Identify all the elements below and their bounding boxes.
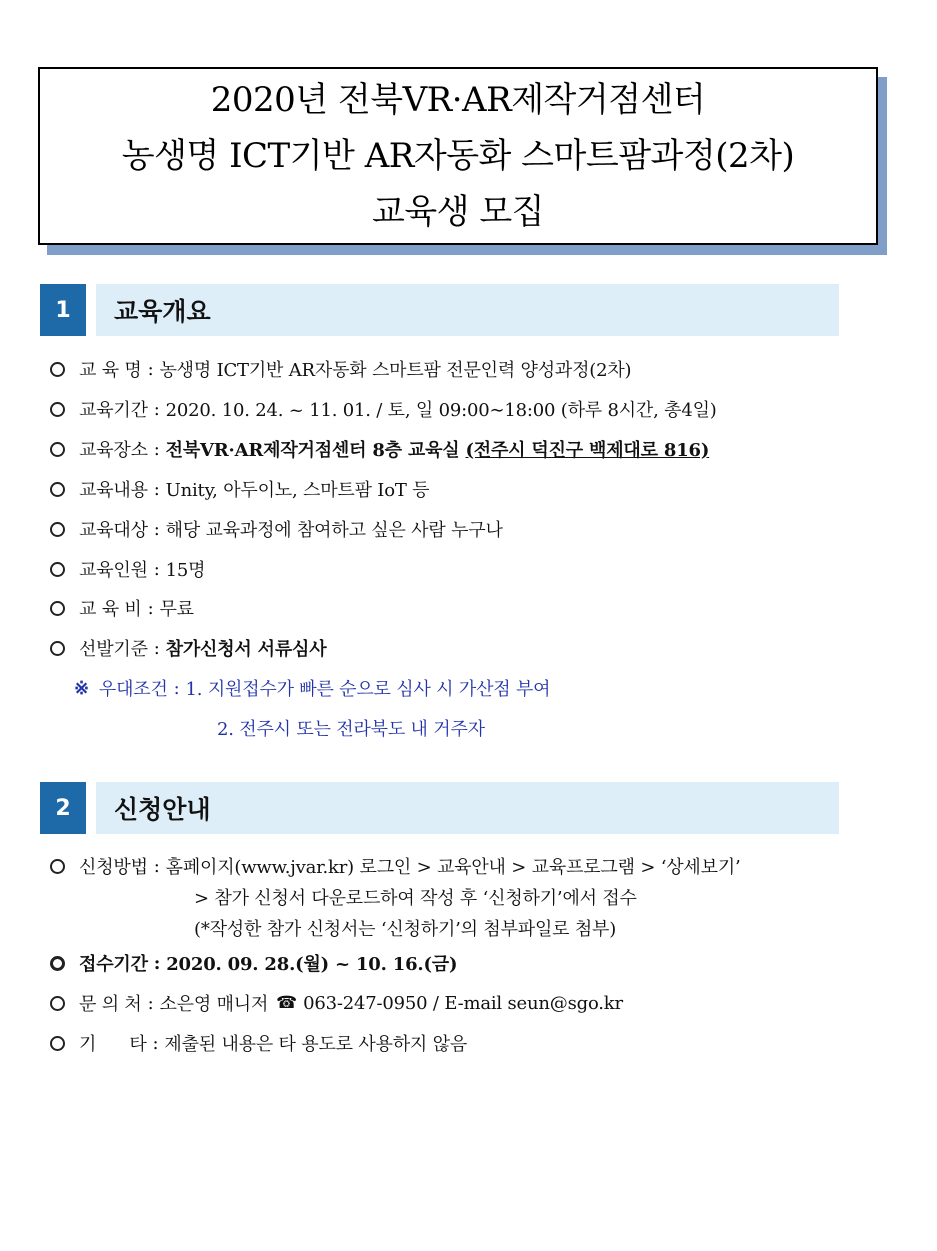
- list-item: 교육장소 : 전북VR·AR제작거점센터 8층 교육실 (전주시 덕진구 백제대로 816): [50, 435, 709, 463]
- circle-bullet-icon: [50, 402, 65, 417]
- item-label: 교육인원: [79, 560, 148, 581]
- list-item: 교육내용 : Unity, 아두이노, 스마트팜 IoT 등: [50, 475, 429, 503]
- note-line-2: 2. 전주시 또는 전라북도 내 거주자: [217, 719, 485, 740]
- title-line-2: 농생명 ICT기반 AR자동화 스마트팜과정(2차): [121, 136, 795, 176]
- item-label: 신청방법: [79, 857, 148, 878]
- section-1-number: 1: [40, 284, 86, 336]
- item-value: 전북VR·AR제작거점센터 8층 교육실: [165, 440, 460, 461]
- item-label: 문 의 처: [79, 994, 142, 1015]
- section-1-title: 교육개요: [114, 297, 211, 326]
- item-value: 해당 교육과정에 참여하고 싶은 사람 누구나: [165, 520, 503, 541]
- preference-note-2: [217, 714, 485, 742]
- circle-bullet-icon: [50, 1036, 65, 1051]
- list-item: 교 육 비 : 무료: [50, 594, 194, 622]
- section-2-header: [40, 782, 840, 834]
- circle-bullet-icon: [50, 996, 65, 1011]
- item-label: 접수기간: [79, 954, 148, 975]
- circle-bullet-icon: [50, 859, 65, 874]
- item-label: 교육대상: [79, 520, 148, 541]
- circle-bullet-icon: [50, 442, 65, 457]
- note-line-1: 1. 지원접수가 빠른 순으로 심사 시 가산점 부여: [185, 679, 551, 700]
- item-label: 선발기준: [79, 639, 148, 660]
- item-value: 농생명 ICT기반 AR자동화 스마트팜 전문인력 양성과정(2차): [159, 360, 632, 381]
- section-2-title: 신청안내: [114, 795, 211, 824]
- apply-line-1: 홈페이지(www.jvar.kr) 로그인 > 교육안내 > 교육프로그램 > ‘상세보기’: [165, 857, 741, 878]
- contact-phone: 063-247-0950 / E-mail seun@sgo.kr: [303, 992, 623, 1014]
- reference-mark-icon: ※: [74, 677, 89, 699]
- item-value: 2020. 10. 24. ~ 11. 01. / 토, 일 09:00∼18:00 (하루 8시간, 총4일): [165, 400, 717, 421]
- item-label: 교육장소: [79, 440, 148, 461]
- title-line-3: 교육생 모집: [371, 192, 545, 232]
- note-label: 우대조건: [98, 679, 168, 700]
- circle-bullet-icon: [50, 522, 65, 537]
- period-value: 2020. 09. 28.(월) ~ 10. 16.(금): [166, 954, 458, 975]
- list-item: 교 육 명 : 농생명 ICT기반 AR자동화 스마트팜 전문인력 양성과정(2차): [50, 355, 631, 383]
- title-box: [38, 67, 878, 245]
- list-item: 문 의 처 : 소은영 매니저 ☎ 063-247-0950 / E-mail seun@sgo.kr: [50, 989, 623, 1017]
- circle-bullet-icon: [50, 482, 65, 497]
- item-label: 교육기간: [79, 400, 148, 421]
- circle-bullet-icon: [50, 362, 65, 377]
- circle-bullet-icon: [50, 956, 65, 971]
- list-item: 선발기준 : 참가신청서 서류심사: [50, 634, 326, 662]
- contact-name: 소은영 매니저: [159, 994, 269, 1015]
- apply-line-3-row: [194, 914, 616, 942]
- etc-value: 제출된 내용은 타 용도로 사용하지 않음: [164, 1034, 468, 1055]
- address-value: (전주시 덕진구 백제대로 816): [465, 440, 710, 461]
- list-item: 접수기간 : 2020. 09. 28.(월) ~ 10. 16.(금): [50, 949, 457, 977]
- list-item: 교육인원 : 15명: [50, 555, 205, 583]
- circle-bullet-icon: [50, 601, 65, 616]
- list-item: 교육대상 : 해당 교육과정에 참여하고 싶은 사람 누구나: [50, 515, 503, 543]
- list-item: 교육기간 : 2020. 10. 24. ~ 11. 01. / 토, 일 09:00∼18:00 (하루 8시간, 총4일): [50, 395, 717, 423]
- apply-line-2: > 참가 신청서 다운로드하여 작성 후 ‘신청하기’에서 접수: [194, 888, 637, 909]
- circle-bullet-icon: [50, 641, 65, 656]
- item-value: 15명: [165, 560, 206, 581]
- item-value: 참가신청서 서류심사: [165, 639, 327, 660]
- section-1-bar: [96, 284, 839, 336]
- list-item: 기 타 : 제출된 내용은 타 용도로 사용하지 않음: [50, 1029, 467, 1057]
- section-2-bar: [96, 782, 839, 834]
- item-label: 교육내용: [79, 480, 148, 501]
- item-value: Unity, 아두이노, 스마트팜 IoT 등: [165, 480, 430, 501]
- item-label: 기 타: [79, 1034, 147, 1055]
- apply-line-3: (*작성한 참가 신청서는 ‘신청하기’의 첨부파일로 첨부): [194, 919, 617, 940]
- preference-note: ※ 우대조건 : 1. 지원접수가 빠른 순으로 심사 시 가산점 부여: [74, 674, 550, 702]
- section-2-number: 2: [40, 782, 86, 834]
- apply-line-2-row: [194, 883, 637, 911]
- item-label: 교 육 명: [79, 360, 142, 381]
- section-1-header: [40, 284, 840, 336]
- circle-bullet-icon: [50, 562, 65, 577]
- item-label: 교 육 비: [79, 599, 142, 620]
- item-value: 무료: [159, 599, 194, 620]
- phone-icon: ☎: [276, 993, 298, 1013]
- title-line-1: 2020년 전북VR·AR제작거점센터: [210, 80, 706, 120]
- list-item: 신청방법 : 홈페이지(www.jvar.kr) 로그인 > 교육안내 > 교육프로그램 > ‘상세보기’: [50, 852, 741, 880]
